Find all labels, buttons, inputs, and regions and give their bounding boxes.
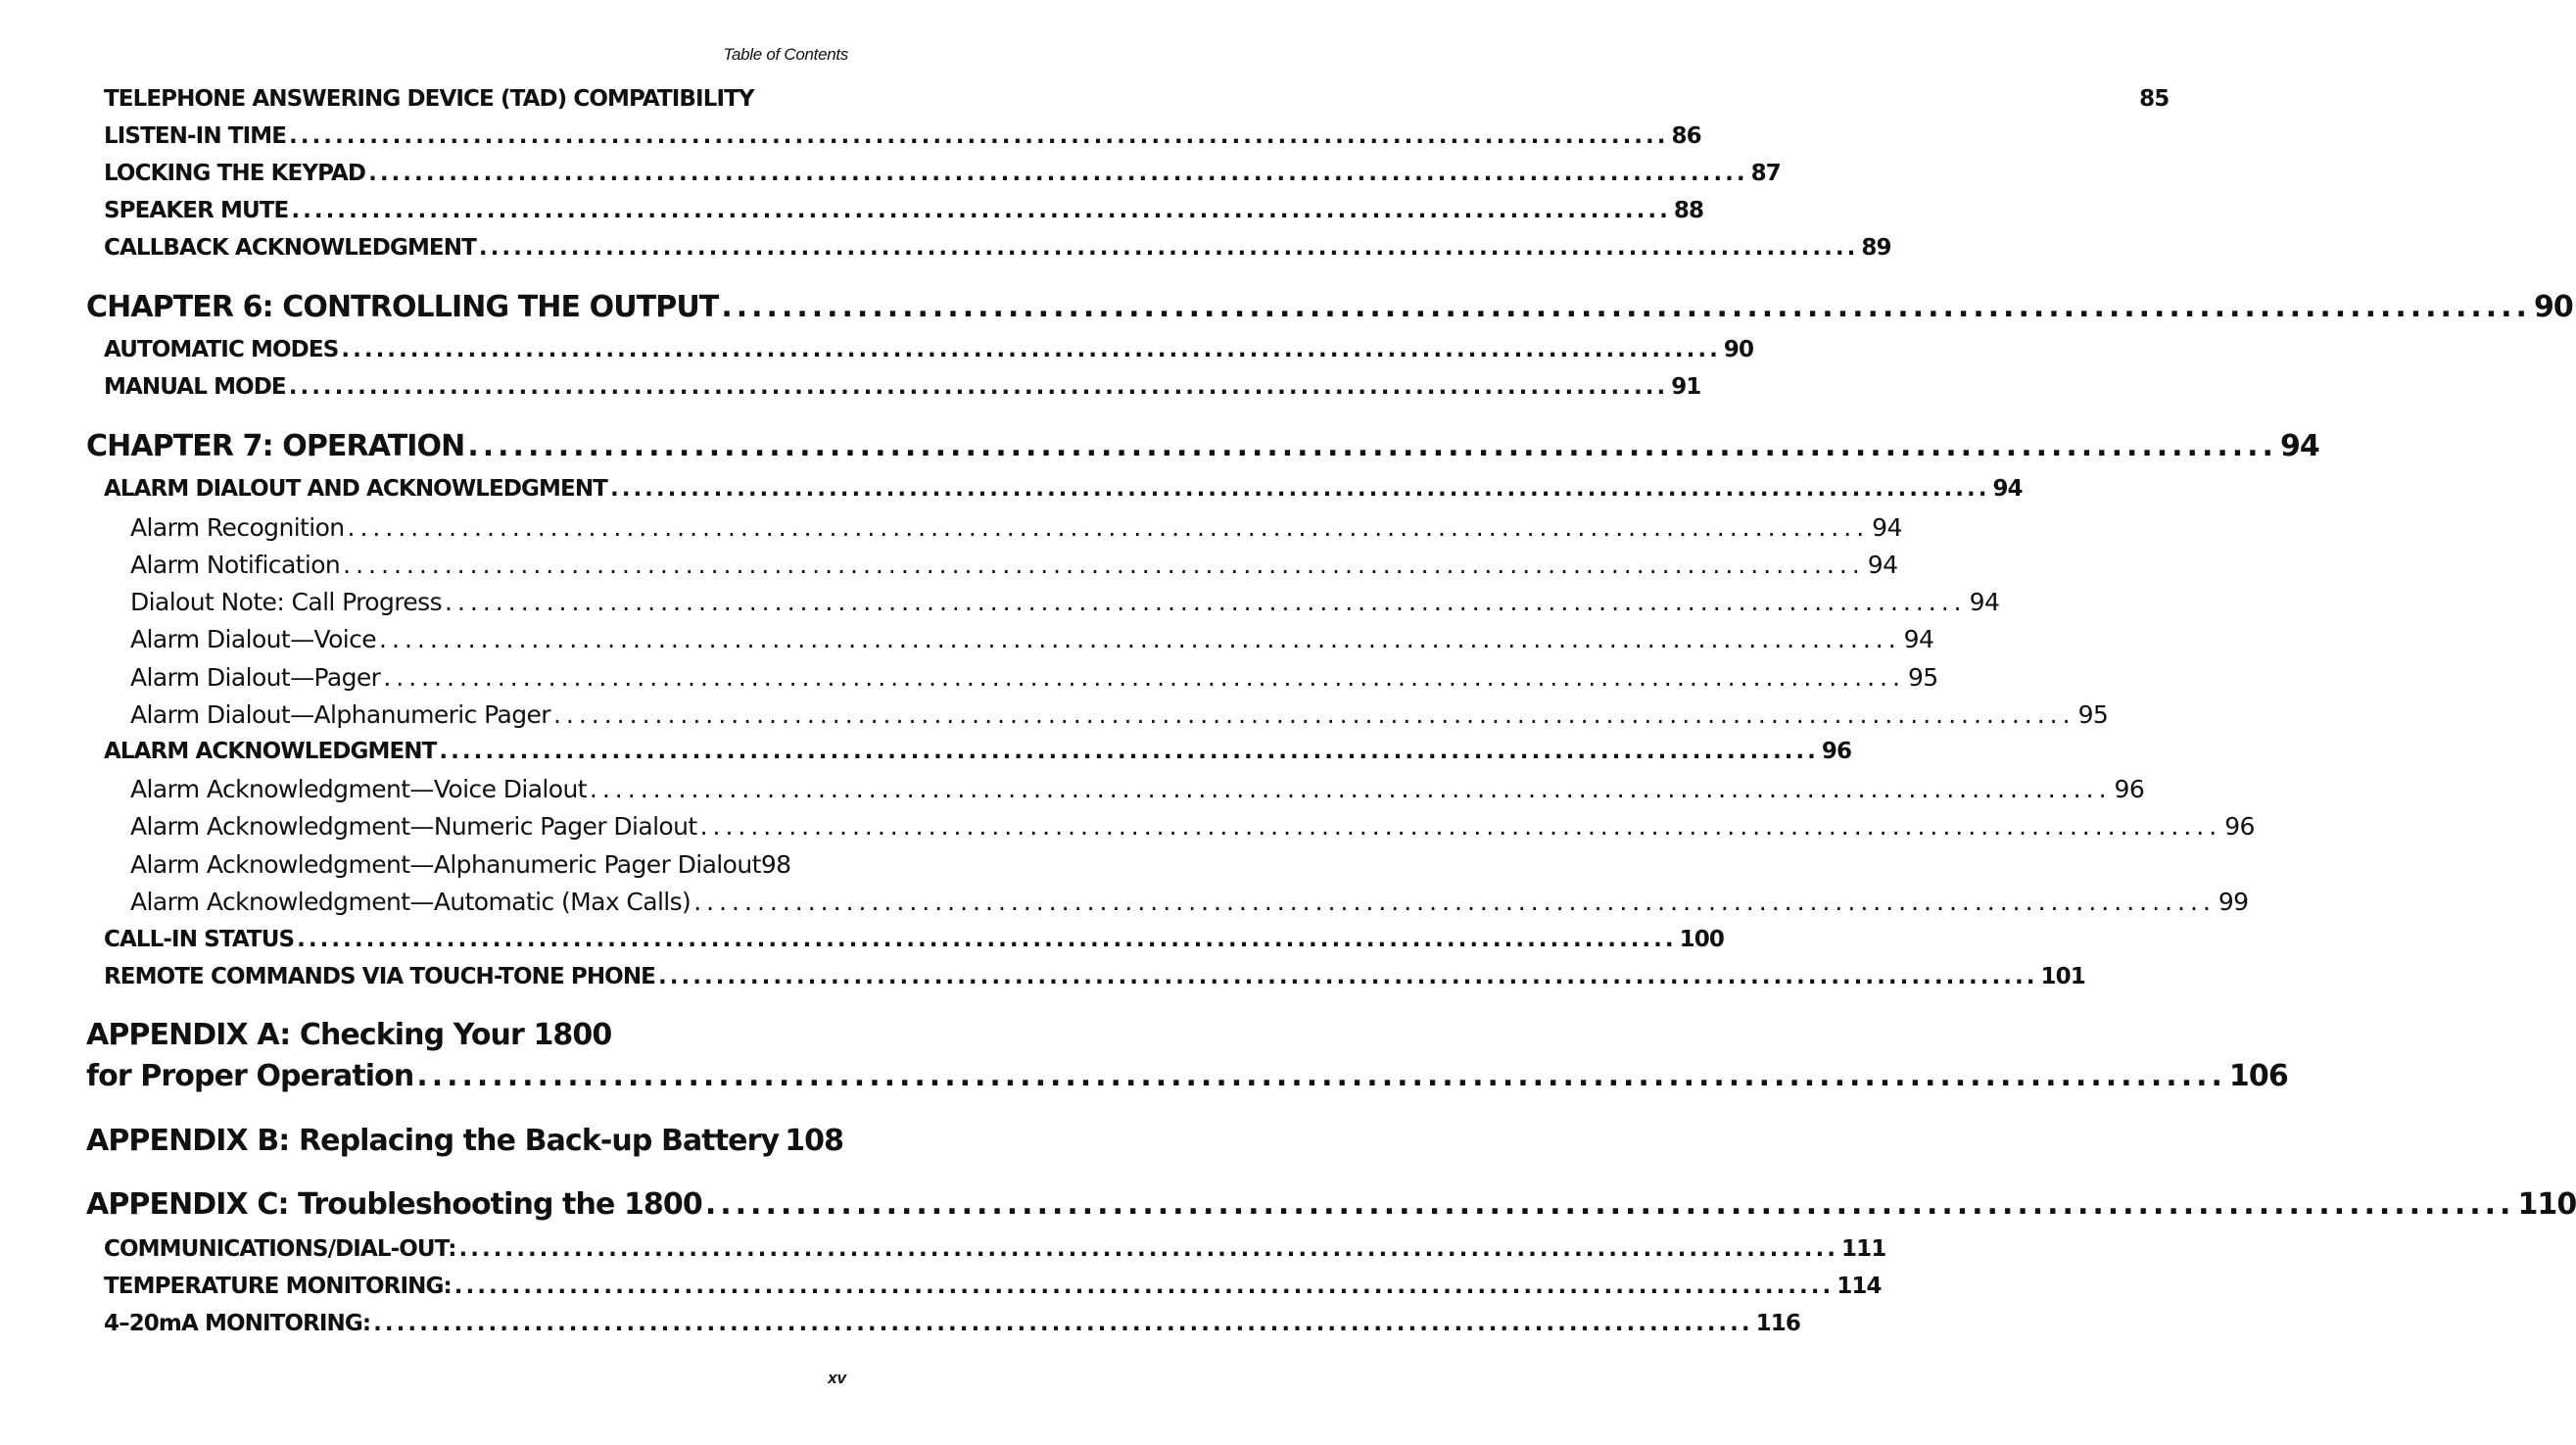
toc-appendix [86,1120,844,1163]
leader-dots: ........................................................................................................................ [343,551,1865,579]
toc-entry-title: Alarm Acknowledgment—Alphanumeric Pager Dialout [130,850,761,879]
toc-entry-title: ALARM ACKNOWLEDGMENT [104,739,437,764]
toc-entry-title: Alarm Notification [130,551,341,579]
toc-entry-page: 100 [1679,927,1724,952]
toc-entry [104,1270,1882,1303]
toc-entry-page: 96 [1821,739,1852,764]
toc-entry-page: 89 [1861,235,1891,261]
toc-entry-page: 96 [2114,775,2145,803]
toc-subentry [130,622,1934,657]
toc-entry [104,120,1701,153]
toc-entry-title: Alarm Acknowledgment—Numeric Pager Dialout [130,812,697,841]
toc-entry-page: 94 [1872,513,1902,542]
toc-entry-title: MANUAL MODE [104,374,286,400]
toc-subentry [130,585,2000,620]
toc-entry-page: 94 [1969,588,2000,616]
toc-entry-page: 90 [1723,337,1754,362]
toc-entry-page: 96 [2224,812,2255,841]
toc-entry [104,960,2085,993]
toc-entry-title: LISTEN-IN TIME [104,123,287,149]
leader-dots: ........................................................................................................................ [341,337,1721,362]
toc-entry-page: 85 [2139,86,2170,112]
toc-entry-page: 94 [1903,625,1934,653]
toc-entry-title: SPEAKER MUTE [104,198,289,223]
toc-entry-page: 87 [1750,161,1781,186]
toc-entry-title: LOCKING THE KEYPAD [104,161,366,186]
toc-entry-title: CHAPTER 7: OPERATION [86,429,465,463]
leader-dots: ........................................................................................................................ [383,663,1905,692]
page-number: xv [828,1369,846,1387]
toc-entry-page: 101 [2040,964,2085,989]
toc-subentry [130,885,2249,920]
running-head: Table of Contents [723,45,848,64]
toc-entry [104,82,2170,116]
toc-entry [104,370,1701,404]
toc-entry-page: 90 [2533,290,2573,324]
toc-entry-page: 108 [785,1124,844,1158]
toc-entry-page: 110 [2517,1187,2576,1222]
leader-dots: ........................................................................................................................ [379,625,1901,653]
toc-entry-title: TELEPHONE ANSWERING DEVICE (TAD) COMPATIBILITY [104,86,754,112]
leader-dots: ........................................................................................................................ [416,1059,2226,1093]
leader-dots: ........................................................................................................................ [658,964,2038,989]
toc-entry-page: 95 [1907,663,1938,692]
toc-entry-page: 114 [1837,1274,1882,1299]
toc-subentry [130,698,2109,733]
toc-appendix [86,1055,2288,1098]
toc-entry-page: 86 [1671,123,1701,149]
toc-entry-title: Alarm Dialout—Pager [130,663,381,692]
leader-dots: ........................................................................................................................ [467,429,2277,463]
leader-dots: ........................................................................................................................ [368,161,1748,186]
toc-subentry [130,772,2145,807]
toc-entry-page: 94 [1992,476,2023,502]
toc-chapter [86,425,2319,468]
toc-entry-title: Dialout Note: Call Progress [130,588,443,616]
toc-subentry [130,548,1898,583]
toc-entry-title: Alarm Dialout—Voice [130,625,377,653]
toc-entry-title: for Proper Operation [86,1059,414,1093]
toc-entry-title: APPENDIX B: Replacing the Back-up Battery [86,1124,780,1158]
toc-entry-title: Alarm Acknowledgment—Voice Dialout [130,775,587,803]
toc-entry-page: 94 [1867,551,1898,579]
toc-entry [104,194,1704,227]
toc-entry [104,1232,1886,1266]
leader-dots: ........................................................................................................................ [552,700,2075,729]
leader-dots: ........................................................................................................................ [297,927,1677,952]
toc-entry-title: CHAPTER 6: CONTROLLING THE OUTPUT [86,290,719,324]
toc-entry [104,923,1724,956]
toc-subentry [130,847,836,883]
toc-entry-title: Alarm Acknowledgment—Automatic (Max Calls) [130,888,692,916]
toc-entry-title: APPENDIX C: Troubleshooting the 1800 [86,1187,702,1222]
toc-entry-page: 94 [2279,429,2319,463]
toc-subentry [130,809,2255,844]
toc-entry-title: REMOTE COMMANDS VIA TOUCH-TONE PHONE [104,964,655,989]
toc-entry-page: 116 [1755,1311,1800,1336]
toc-entry-page: 95 [2077,700,2109,729]
toc-entry-title: Alarm Dialout—Alphanumeric Pager [130,700,550,729]
toc-entry-page: 98 [760,850,791,879]
toc-entry [104,472,2023,506]
toc-appendix-title-line1: APPENDIX A: Checking Your 1800 [86,1018,612,1052]
toc-chapter [86,286,2573,329]
toc-entry-title: CALLBACK ACKNOWLEDGMENT [104,235,476,261]
toc-entry-page: 91 [1671,374,1701,400]
toc-entry [104,231,1891,265]
leader-dots: ........................................................................................................................ [291,198,1671,223]
toc-entry-page: 88 [1673,198,1704,223]
toc-entry-title: Alarm Recognition [130,513,345,542]
leader-dots: ........................................................................................................................ [445,588,1967,616]
toc-entry-title: ALARM DIALOUT AND ACKNOWLEDGMENT [104,476,607,502]
leader-dots: ........................................................................................................................ [721,290,2531,324]
toc-entry-title: COMMUNICATIONS/DIAL-OUT: [104,1236,456,1262]
leader-dots: ........................................................................................................................ [609,476,1990,502]
leader-dots: ........................................................................................................................ [478,235,1859,261]
leader-dots: ........................................................................................................................ [458,1236,1838,1262]
toc-subentry [130,510,1902,546]
toc-entry [104,333,1754,366]
leader-dots: ........................................................................................................................ [289,123,1669,149]
toc-entry [104,1307,1800,1340]
toc-entry-title: CALL-IN STATUS [104,927,295,952]
toc-entry [104,157,1781,190]
leader-dots: ........................................................................................................................ [439,739,1819,764]
leader-dots: ........................................................................................................................ [453,1274,1835,1299]
leader-dots: ........................................................................................................................ [699,812,2222,841]
toc-entry-title: AUTOMATIC MODES [104,337,339,362]
leader-dots: ........................................................................................................................ [693,888,2216,916]
toc-entry-page: 106 [2228,1059,2288,1093]
toc-subentry [130,660,1938,696]
toc-entry-page: 99 [2218,888,2249,916]
leader-dots: ........................................................................................................................ [347,513,1870,542]
leader-dots: ........................................................................................................................ [589,775,2112,803]
toc-entry [104,735,1852,768]
toc-entry-page: 111 [1841,1236,1886,1262]
leader-dots: ........................................................................................................................ [288,374,1669,400]
toc-appendix [86,1183,2576,1227]
leader-dots: ........................................................................................................................ [373,1311,1753,1336]
toc-entry-title: TEMPERATURE MONITORING: [104,1274,452,1299]
leader-dots: ........................................................................................................................ [704,1187,2515,1222]
toc-entry-title: 4–20mA MONITORING: [104,1311,371,1336]
